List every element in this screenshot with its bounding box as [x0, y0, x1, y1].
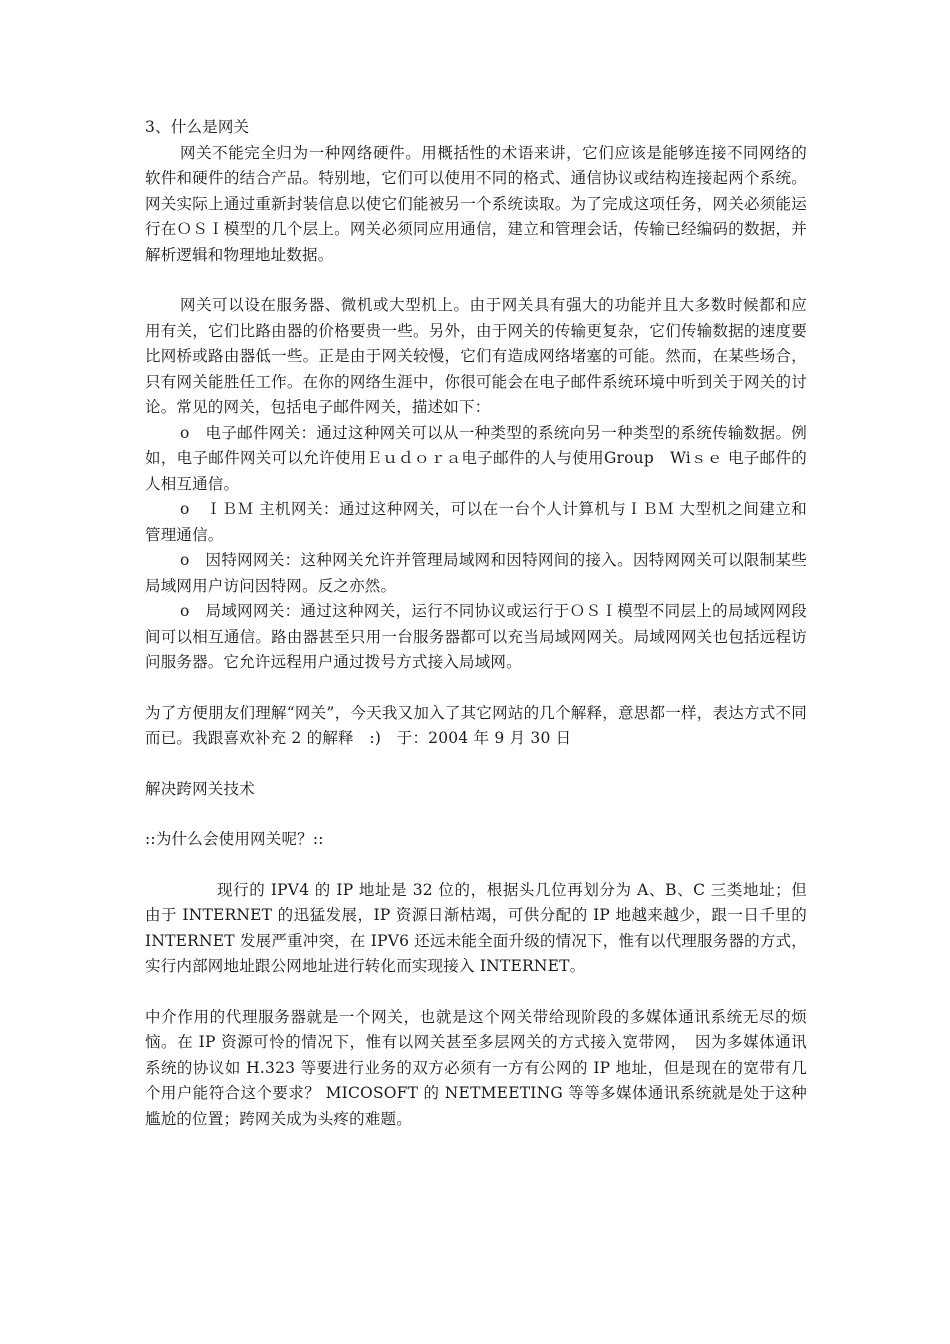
spacer [145, 752, 807, 777]
paragraph-author-note: 为了方便朋友们理解“网关”，今天我又加入了其它网站的几个解释，意思都一样，表达方式不同而已。我跟喜欢补充 2 的解释 :) 于：2004 年 9 月 30 日 [145, 703, 807, 747]
section-title: 解决跨网关技术 [145, 779, 255, 798]
list-item-ibm-gateway: o ＩＢＭ 主机网关：通过这种网关，可以在一台个人计算机与ＩＢＭ 大型机之间建立和管理通信。 [145, 500, 807, 544]
question-heading: ::为什么会使用网关呢？:: [145, 830, 324, 848]
section-heading: 3、什么是网关 [145, 118, 250, 136]
paragraph-proxy-gateway: 中介作用的代理服务器就是一个网关，也就是这个网关带给现阶段的多媒体通讯系统无尽的烦恼。在 IP 资源可怜的情况下，惟有以网关甚至多层网关的方式接入宽带网， 因为多媒体通讯系统的协议如 H.323 等要进行业务的双方必须有一方有公网的 IP 地址，但是现在的宽带有几个用户能符合这个要求？ MICOSOFT 的 NETMEETING 等等多媒体通讯系统就是处于这种尴尬的位置；跨网关成为头疼的难题。 [145, 1007, 807, 1128]
list-item-email-gateway: o 电子邮件网关：通过这种网关可以从一种类型的系统向另一种类型的系统传输数据。例如，电子邮件网关可以允许使用Ｅｕｄｏｒａ电子邮件的人与使用Group Wiｓｅ 电子邮件的人相互通信。 [145, 423, 807, 493]
list-item-lan-gateway: o 局域网网关：通过这种网关，运行不同协议或运行于ＯＳＩ模型不同层上的局域网网段间可以相互通信。路由器甚至只用一台服务器都可以充当局域网网关。局域网网关也包括远程访问服务器。它允许远程用户通过拨号方式接入局域网。 [145, 602, 807, 671]
document-page [145, 115, 807, 1132]
paragraph-ipv4: 现行的 IPV4 的 IP 地址是 32 位的，根据头几位再划分为 A、B、C 三类地址；但由于 INTERNET 的迅猛发展，IP 资源日渐枯竭，可供分配的 IP 地越来越少，跟一日千里的 INTERNET 发展严重冲突，在 IPV6 还远未能全面升级的情况下，惟有以代理服务器的方式，实行内部网地址跟公网地址进行转化而实现接入 INTERNET。 [145, 880, 807, 975]
spacer [145, 802, 807, 827]
list-item-internet-gateway: o 因特网网关：这种网关允许并管理局域网和因特网间的接入。因特网网关可以限制某些局域网用户访问因特网。反之亦然。 [145, 551, 807, 595]
spacer [145, 853, 807, 878]
spacer [145, 676, 807, 701]
spacer [145, 268, 807, 293]
paragraph-gateway-definition: 网关不能完全归为一种网络硬件。用概括性的术语来讲，它们应该是能够连接不同网络的软件和硬件的结合产品。特别地，它们可以使用不同的格式、通信协议或结构连接起两个系统。网关实际上通过重新封装信息以使它们能被另一个系统读取。为了完成这项任务，网关必须能运行在ＯＳＩ模型的几个层上。网关必须同应用通信，建立和管理会话，传输已经编码的数据，并解析逻辑和物理地址数据。 [145, 143, 807, 264]
spacer [145, 980, 807, 1005]
paragraph-gateway-placement: 网关可以设在服务器、微机或大型机上。由于网关具有强大的功能并且大多数时候都和应用有关，它们比路由器的价格要贵一些。另外，由于网关的传输更复杂，它们传输数据的速度要比网桥或路由器低一些。正是由于网关较慢，它们有造成网络堵塞的可能。然而，在某些场合，只有网关能胜任工作。在你的网络生涯中，你很可能会在电子邮件系统环境中听到关于网关的讨论。常见的网关，包括电子邮件网关，描述如下： [145, 296, 807, 416]
